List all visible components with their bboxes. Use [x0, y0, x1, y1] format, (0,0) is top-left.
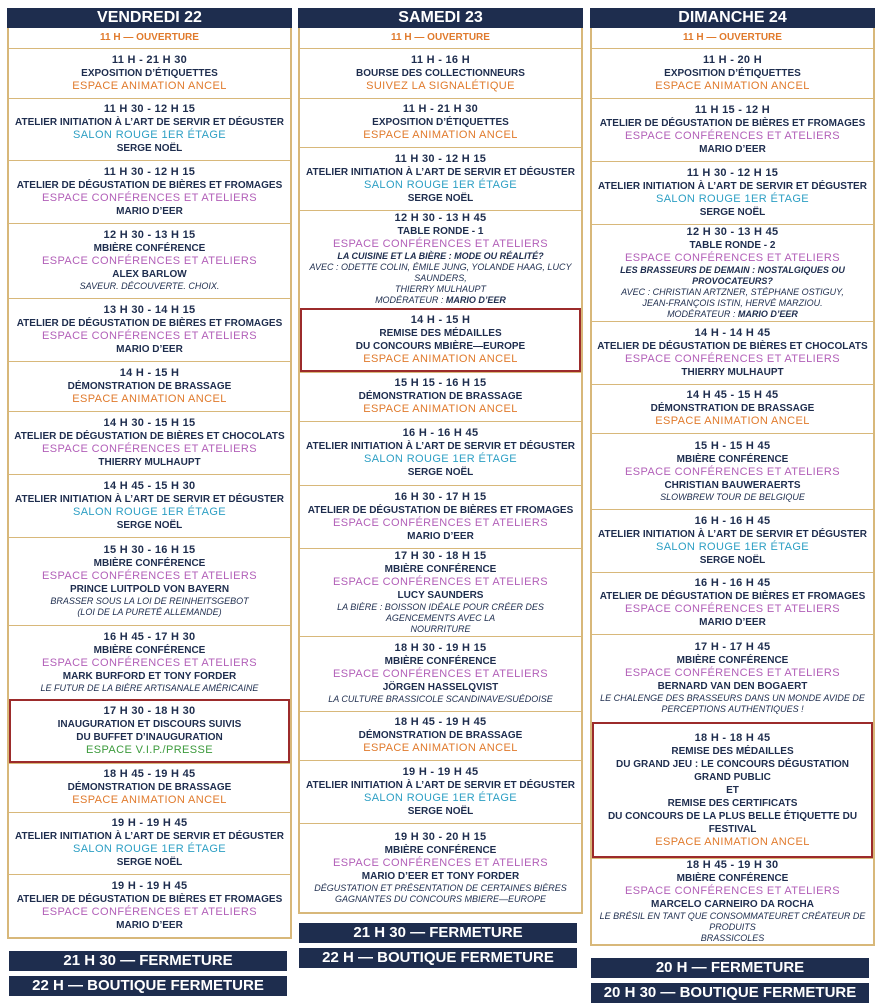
event: 18 H 45 - 19 H 45 DÉMONSTRATION DE BRASSAGE ESPACE ANIMATION ANCEL: [300, 711, 581, 760]
event: 11 H 30 - 12 H 15 ATELIER INITIATION À L’ART DE SERVIR ET DÉGUSTER SALON ROUGE 1ER ÉTAGE SERGE NOËL: [300, 147, 581, 210]
event: 14 H 45 - 15 H 30 ATELIER INITIATION À L’ART DE SERVIR ET DÉGUSTER SALON ROUGE 1ER ÉTAGE SERGE NOËL: [9, 474, 290, 537]
event: 12 H 30 - 13 H 15 MBIÈRE CONFÉRENCE ESPACE CONFÉRENCES ET ATELIERS ALEX BARLOW SAVEUR. DÉCOUVERTE. CHOIX.: [9, 223, 290, 298]
schedule-box: [298, 28, 583, 914]
event: 11 H 15 - 12 H ATELIER DE DÉGUSTATION DE BIÈRES ET FROMAGES ESPACE CONFÉRENCES ET ATELIERS MARIO D’EER: [592, 98, 873, 161]
opening-row: 11 H — OUVERTURE: [391, 32, 490, 43]
event: 11 H 30 - 12 H 15 ATELIER INITIATION À L’ART DE SERVIR ET DÉGUSTER SALON ROUGE 1ER ÉTAGE SERGE NOËL: [592, 161, 873, 224]
day-column-vendredi: [7, 8, 292, 939]
event: 16 H 45 - 17 H 30 MBIÈRE CONFÉRENCE ESPACE CONFÉRENCES ET ATELIERS MARK BURFORD ET TONY FORDER LE FUTUR DE LA BIÈRE ARTISANALE AMÉRICAINE: [9, 625, 290, 699]
day-header: DIMANCHE 24: [590, 8, 875, 28]
opening-row: 11 H — OUVERTURE: [100, 32, 199, 43]
day-header: VENDREDI 22: [7, 8, 292, 28]
event: 11 H - 21 H 30 EXPOSITION D’ÉTIQUETTES ESPACE ANIMATION ANCEL: [300, 98, 581, 147]
event: 13 H 30 - 14 H 15 ATELIER DE DÉGUSTATION DE BIÈRES ET FROMAGES ESPACE CONFÉRENCES ET ATELIERS MARIO D’EER: [9, 298, 290, 361]
event: 11 H - 21 H 30 EXPOSITION D’ÉTIQUETTES ESPACE ANIMATION ANCEL: [9, 48, 290, 98]
closing-bar: 21 H 30 — FERMETURE: [299, 923, 577, 943]
event: 14 H 45 - 15 H 45 DÉMONSTRATION DE BRASSAGE ESPACE ANIMATION ANCEL: [592, 384, 873, 433]
event-highlighted: 17 H 30 - 18 H 30 INAUGURATION ET DISCOURS SUIVIS DU BUFFET D’INAUGURATION ESPACE V.I.P./PRESSE: [9, 699, 290, 763]
shop-closing-bar: 22 H — BOUTIQUE FERMETURE: [299, 948, 577, 968]
event: 14 H 30 - 15 H 15 ATELIER DE DÉGUSTATION DE BIÈRES ET CHOCOLATS ESPACE CONFÉRENCES ET ATELIERS THIERRY MULHAUPT: [9, 411, 290, 474]
event: 11 H 30 - 12 H 15 ATELIER DE DÉGUSTATION DE BIÈRES ET FROMAGES ESPACE CONFÉRENCES ET ATELIERS MARIO D’EER: [9, 160, 290, 223]
event: 16 H - 16 H 45 ATELIER INITIATION À L’ART DE SERVIR ET DÉGUSTER SALON ROUGE 1ER ÉTAGE SERGE NOËL: [592, 509, 873, 572]
shop-closing-bar: 22 H — BOUTIQUE FERMETURE: [9, 976, 287, 996]
event: 11 H - 16 H BOURSE DES COLLECTIONNEURS SUIVEZ LA SIGNALÉTIQUE: [300, 48, 581, 98]
event: 11 H - 20 H EXPOSITION D’ÉTIQUETTES ESPACE ANIMATION ANCEL: [592, 48, 873, 98]
event: 15 H 30 - 16 H 15 MBIÈRE CONFÉRENCE ESPACE CONFÉRENCES ET ATELIERS PRINCE LUITPOLD VON BAYERN BRASSER SOUS LA LOI DE REINHEITSGEBOT (LOI DE LA PURETÉ ALLEMANDE): [9, 537, 290, 625]
event: 17 H 30 - 18 H 15 MBIÈRE CONFÉRENCE ESPACE CONFÉRENCES ET ATELIERS LUCY SAUNDERS LA BIÈRE : BOISSON IDÉALE POUR CRÉER DES AGENCEMENTS AVEC LA NOURRITURE: [300, 548, 581, 636]
event: 12 H 30 - 13 H 45 TABLE RONDE - 1 ESPACE CONFÉRENCES ET ATELIERS LA CUISINE ET LA BIÈRE : MODE OU RÉALITÉ? AVEC : ODETTE COLIN, ÉMILE JUNG, YOLANDE HAAG, LUCY SAUNDERS, THIERRY MULHAUPT MODÉRATEUR : MARIO D’EER: [300, 210, 581, 308]
event: 17 H - 17 H 45 MBIÈRE CONFÉRENCE ESPACE CONFÉRENCES ET ATELIERS BERNARD VAN DEN BOGAERT LE CHALENGE DES BRASSEURS DANS UN MONDE AVIDE DE PERCEPTIONS AUTHENTIQUES !: [592, 634, 873, 722]
event: 19 H - 19 H 45 ATELIER DE DÉGUSTATION DE BIÈRES ET FROMAGES ESPACE CONFÉRENCES ET ATELIERS MARIO D’EER: [9, 874, 290, 937]
event: 15 H - 15 H 45 MBIÈRE CONFÉRENCE ESPACE CONFÉRENCES ET ATELIERS CHRISTIAN BAUWERAERTS SLOWBREW TOUR DE BELGIQUE: [592, 433, 873, 509]
event: 16 H 30 - 17 H 15 ATELIER DE DÉGUSTATION DE BIÈRES ET FROMAGES ESPACE CONFÉRENCES ET ATELIERS MARIO D’EER: [300, 485, 581, 548]
event: 15 H 15 - 16 H 15 DÉMONSTRATION DE BRASSAGE ESPACE ANIMATION ANCEL: [300, 372, 581, 421]
closing-bar: 21 H 30 — FERMETURE: [9, 951, 287, 971]
shop-closing-bar: 20 H 30 — BOUTIQUE FERMETURE: [591, 983, 869, 1003]
event: 11 H 30 - 12 H 15 ATELIER INITIATION À L’ART DE SERVIR ET DÉGUSTER SALON ROUGE 1ER ÉTAGE SERGE NOËL: [9, 98, 290, 160]
event-highlighted: 14 H - 15 H REMISE DES MÉDAILLES DU CONCOURS MBIÈRE—EUROPE ESPACE ANIMATION ANCEL: [300, 308, 581, 372]
day-column-samedi: [298, 8, 583, 914]
closing-bar: 20 H — FERMETURE: [591, 958, 869, 978]
event: 14 H - 15 H DÉMONSTRATION DE BRASSAGE ESPACE ANIMATION ANCEL: [9, 361, 290, 411]
schedule-box: [590, 28, 875, 946]
day-column-dimanche: [590, 8, 875, 946]
event: 16 H - 16 H 45 ATELIER DE DÉGUSTATION DE BIÈRES ET FROMAGES ESPACE CONFÉRENCES ET ATELIERS MARIO D’EER: [592, 572, 873, 634]
event: 12 H 30 - 13 H 45 TABLE RONDE - 2 ESPACE CONFÉRENCES ET ATELIERS LES BRASSEURS DE DEMAIN : NOSTALGIQUES OU PROVOCATEURS? AVEC : CHRISTIAN ARTZNER, STÉPHANE OSTIGUY, JEAN-FRANÇOIS ISTIN, HERVÉ MARZIOU. MODÉRATEUR : MARIO D’EER: [592, 224, 873, 321]
event: 18 H 45 - 19 H 45 DÉMONSTRATION DE BRASSAGE ESPACE ANIMATION ANCEL: [9, 763, 290, 812]
event: 19 H 30 - 20 H 15 MBIÈRE CONFÉRENCE ESPACE CONFÉRENCES ET ATELIERS MARIO D’EER ET TONY FORDER DÉGUSTATION ET PRÉSENTATION DE CERTAINES BIÈRES GAGNANTES DU CONCOURS MBIERE—EUROPE: [300, 823, 581, 912]
day-header: SAMEDI 23: [298, 8, 583, 28]
event: 16 H - 16 H 45 ATELIER INITIATION À L’ART DE SERVIR ET DÉGUSTER SALON ROUGE 1ER ÉTAGE SERGE NOËL: [300, 421, 581, 485]
event: 19 H - 19 H 45 ATELIER INITIATION À L’ART DE SERVIR ET DÉGUSTER SALON ROUGE 1ER ÉTAGE SERGE NOËL: [9, 812, 290, 874]
event: 19 H - 19 H 45 ATELIER INITIATION À L’ART DE SERVIR ET DÉGUSTER SALON ROUGE 1ER ÉTAGE SERGE NOËL: [300, 760, 581, 823]
event: 14 H - 14 H 45 ATELIER DE DÉGUSTATION DE BIÈRES ET CHOCOLATS ESPACE CONFÉRENCES ET ATELIERS THIERRY MULHAUPT: [592, 321, 873, 384]
opening-row: 11 H — OUVERTURE: [683, 32, 782, 43]
event: 18 H 45 - 19 H 30 MBIÈRE CONFÉRENCE ESPACE CONFÉRENCES ET ATELIERS MARCELO CARNEIRO DA ROCHA LE BRÉSIL EN TANT QUE CONSOMMATEURET CRÉATEUR DE PRODUITS BRASSICOLES: [592, 858, 873, 944]
event-highlighted: 18 H - 18 H 45 REMISE DES MÉDAILLES DU GRAND JEU : LE CONCOURS DÉGUSTATION GRAND PUBLIC ET REMISE DES CERTIFICATS DU CONCOURS DE LA PLUS BELLE ÉTIQUETTE DU FESTIVAL ESPACE ANIMATION ANCEL: [592, 722, 873, 858]
schedule-box: [7, 28, 292, 939]
event: 18 H 30 - 19 H 15 MBIÈRE CONFÉRENCE ESPACE CONFÉRENCES ET ATELIERS JÖRGEN HASSELQVIST LA CULTURE BRASSICOLE SCANDINAVE/SUÉDOISE: [300, 636, 581, 711]
